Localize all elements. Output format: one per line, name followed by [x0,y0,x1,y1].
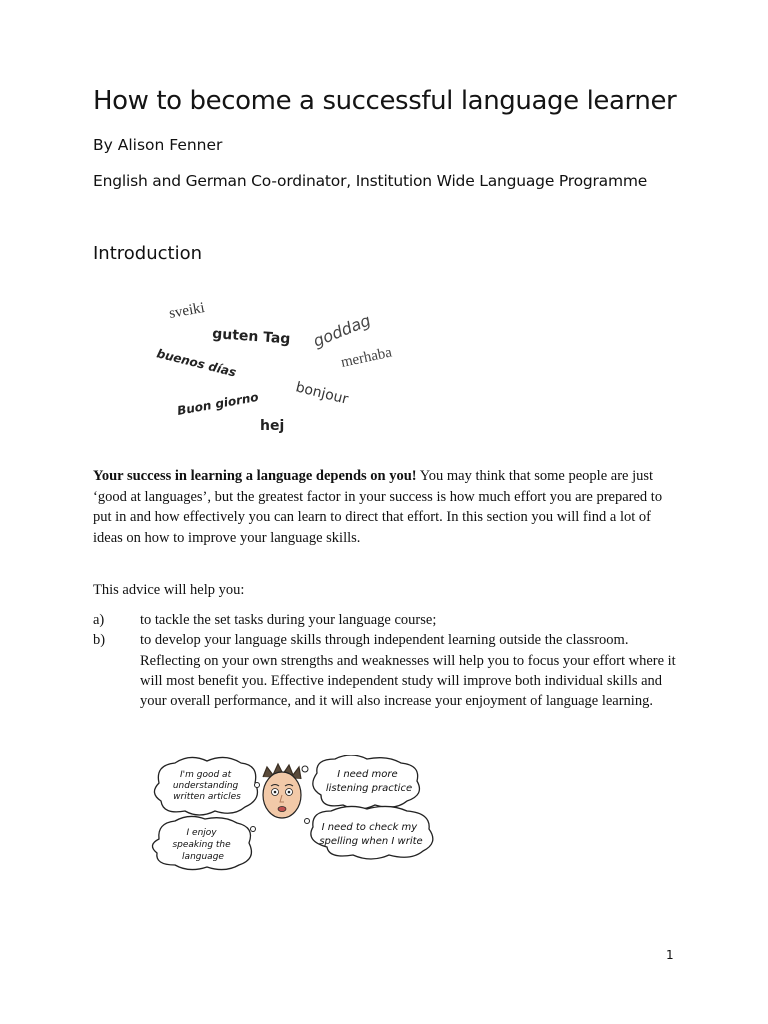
thought-bubble-text: I need more listening practice [325,769,413,794]
list-item [93,630,683,711]
greeting-word: goddag [310,310,374,351]
list-item-text: to develop your language skills through independent learning outside the classroom. Reflecting on your own strengths and weaknesses will help you to focus your effort where it will most benefit you. Effective independent study will improve both individual skills and your overall performance, and it will also increase your enjoyment of language learning. [140,632,676,710]
advice-list [93,610,683,711]
page-number: 1 [666,948,674,962]
greeting-word: guten Tag [211,326,291,348]
list-item [93,610,683,630]
list-marker: b) [93,632,106,649]
thought-bubble-text: I'm good at understanding written articles [172,770,241,802]
thought-bubble [154,757,257,815]
document-title: How to become a successful language learner [93,86,677,116]
thought-bubble [313,755,420,809]
greetings-word-cloud [140,285,440,445]
list-item-text: to tackle the set tasks during your language course; [140,612,437,628]
author-line: By Alison Fenner [93,136,223,154]
author-role: English and German Co-ordinator, Institution Wide Language Programme [93,172,648,190]
thought-bubble-text: I need to check my spelling when I write [319,822,423,847]
thought-bubble [152,816,251,869]
greeting-word: Buon giorno [176,389,260,418]
thought-bubble [311,806,433,859]
intro-lead-bold: Your success in learning a language depends on you! [93,468,417,484]
advice-intro: This advice will help you: [93,582,245,598]
intro-paragraph [93,466,673,548]
list-marker: a) [93,612,105,628]
intro-body: You may think that some people are just ‘good at languages’, but the greatest factor in your success is how much effort you are prepared to put in and how effectively you can learn to direct that effort. In this section you will find a lot of ideas on how to improve your language skills. [93,468,663,546]
greeting-word: sveiki [167,299,206,322]
greeting-word: hej [260,418,285,434]
learner-face-icon [263,764,301,818]
section-heading-introduction: Introduction [93,243,203,264]
learner-thoughts-illustration [145,755,465,895]
thought-bubble-text: I enjoy speaking the language [172,828,231,862]
greeting-word: buenos días [155,346,238,380]
greeting-word: merhaba [339,344,394,371]
greeting-word: bonjour [294,379,350,408]
